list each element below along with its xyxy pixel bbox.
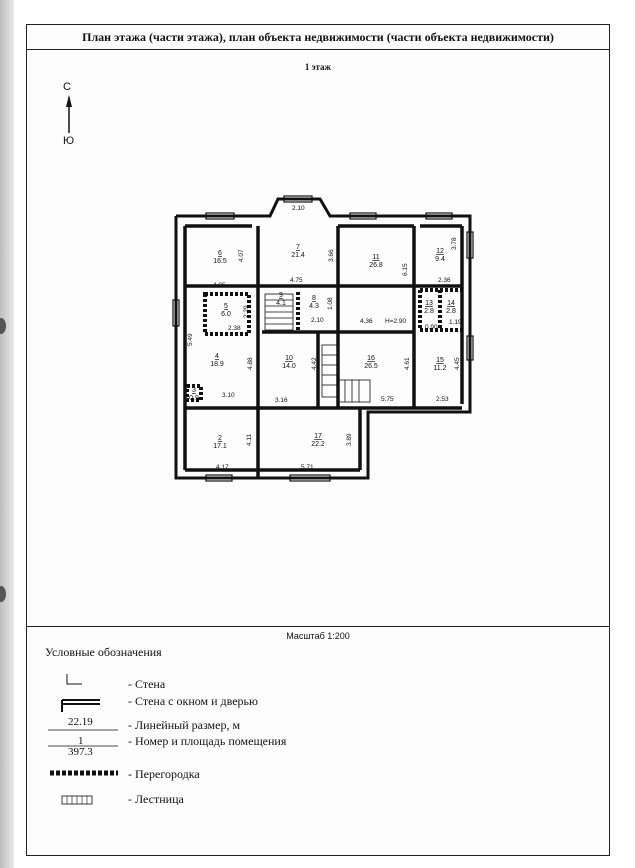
room-number: 3 [192,387,196,394]
dimension-label: 4.17 [216,464,229,471]
room-area: 26.8 [369,262,383,269]
room-number: 12 [436,248,444,255]
dimension-label: 3.10 [222,392,235,399]
dimension-label: 1.08 [327,297,334,310]
room-number: 16 [367,355,375,362]
dimension-label: 5.75 [381,396,394,403]
room-number: 10 [285,355,293,362]
dimension-label: 3.16 [275,397,288,404]
room-number: 9 [279,292,283,299]
room-number: 14 [447,300,455,307]
room-area: 18.9 [210,361,224,368]
room-area: 21.4 [291,252,305,259]
stair-lower [322,345,338,397]
stair-landing [338,380,370,402]
room-area: 11.2 [433,365,447,372]
legend-sample-room-area: 397.3 [68,746,93,758]
room-area: 2.8 [424,308,434,315]
dimension-label: 4.88 [247,357,254,370]
dimension-label: 2.10 [311,317,324,324]
dimension-label: 3.66 [328,249,335,262]
dimension-label: 4.11 [246,433,253,446]
dimension-label: 6.15 [402,263,409,276]
dimension-label: 4.61 [404,357,411,370]
dimension-label: 5.49 [187,333,194,346]
legend-title: Условные обозначения [45,645,162,659]
legend-item-partition: - Перегородка [128,767,200,781]
dimension-label: 4.45 [454,357,461,370]
legend-item-wall-window: - Стена с окном и дверью [128,694,258,708]
legend-item-stair: - Лестница [128,792,184,806]
room-number: 4 [215,353,219,360]
dimension-label: 4.36 [360,318,373,325]
legend-sample-room-num: 1 [78,735,84,747]
room-number: 7 [296,244,300,251]
dimension-label: 2.53 [436,396,449,403]
room-area: 9.4 [435,256,445,263]
dimension-label: 3.89 [346,433,353,446]
wall-window-symbol [62,700,100,712]
dimension-label: 4.42 [311,357,318,370]
room-area: 4.3 [309,303,319,310]
room-number: 5 [224,303,228,310]
floor-label: 1 этаж [304,62,332,72]
room-area: 6.0 [221,311,231,318]
room-area: 0.9 [189,395,199,402]
room-number: 11 [372,254,380,261]
dimension-label: H=2.90 [385,318,407,325]
wall-symbol [67,674,82,684]
dimension-label: 2.29 [243,305,250,318]
dimension-label: 2.36 [438,277,451,284]
dimension-label: 3.78 [451,237,458,250]
room-area: 26.5 [364,363,378,370]
dimension-label: 4.07 [238,249,245,262]
legend-item-dimension: - Линейный размер, м [128,718,241,732]
compass-south: Ю [63,135,75,147]
dimension-label: 5.71 [301,464,314,471]
legend-item-wall: - Стена [128,677,166,691]
dimension-label: 1.19 [449,319,462,326]
room-area: 22.2 [311,441,325,448]
page-title: План этажа (части этажа), план объекта недвижимости (части объекта недвижимости) [27,25,609,50]
legend-sample-dimension: 22.19 [68,716,93,728]
room-area: 2.8 [446,308,456,315]
room-number: 6 [218,250,222,257]
room-area: 16.5 [213,258,227,265]
room-area: 17.1 [213,443,227,450]
room-number: 13 [425,300,433,307]
dimension-label: 2.10 [292,205,305,212]
dimension-label: 2.38 [228,325,241,332]
legend-item-room: - Номер и площадь помещения [128,734,287,748]
compass-north: С [63,81,71,93]
scale-label: Масштаб 1:200 [286,631,350,641]
dimension-label: 0.90 [425,324,438,331]
dimension-label: 4.05 [213,282,226,289]
room-number: 2 [218,435,222,442]
room-number: 15 [436,357,444,364]
room-number: 17 [314,433,322,440]
room-number: 8 [312,295,316,302]
room-area: 14.0 [282,363,296,370]
room-area: 4.1 [276,300,286,307]
dimension-label: 4.75 [290,277,303,284]
